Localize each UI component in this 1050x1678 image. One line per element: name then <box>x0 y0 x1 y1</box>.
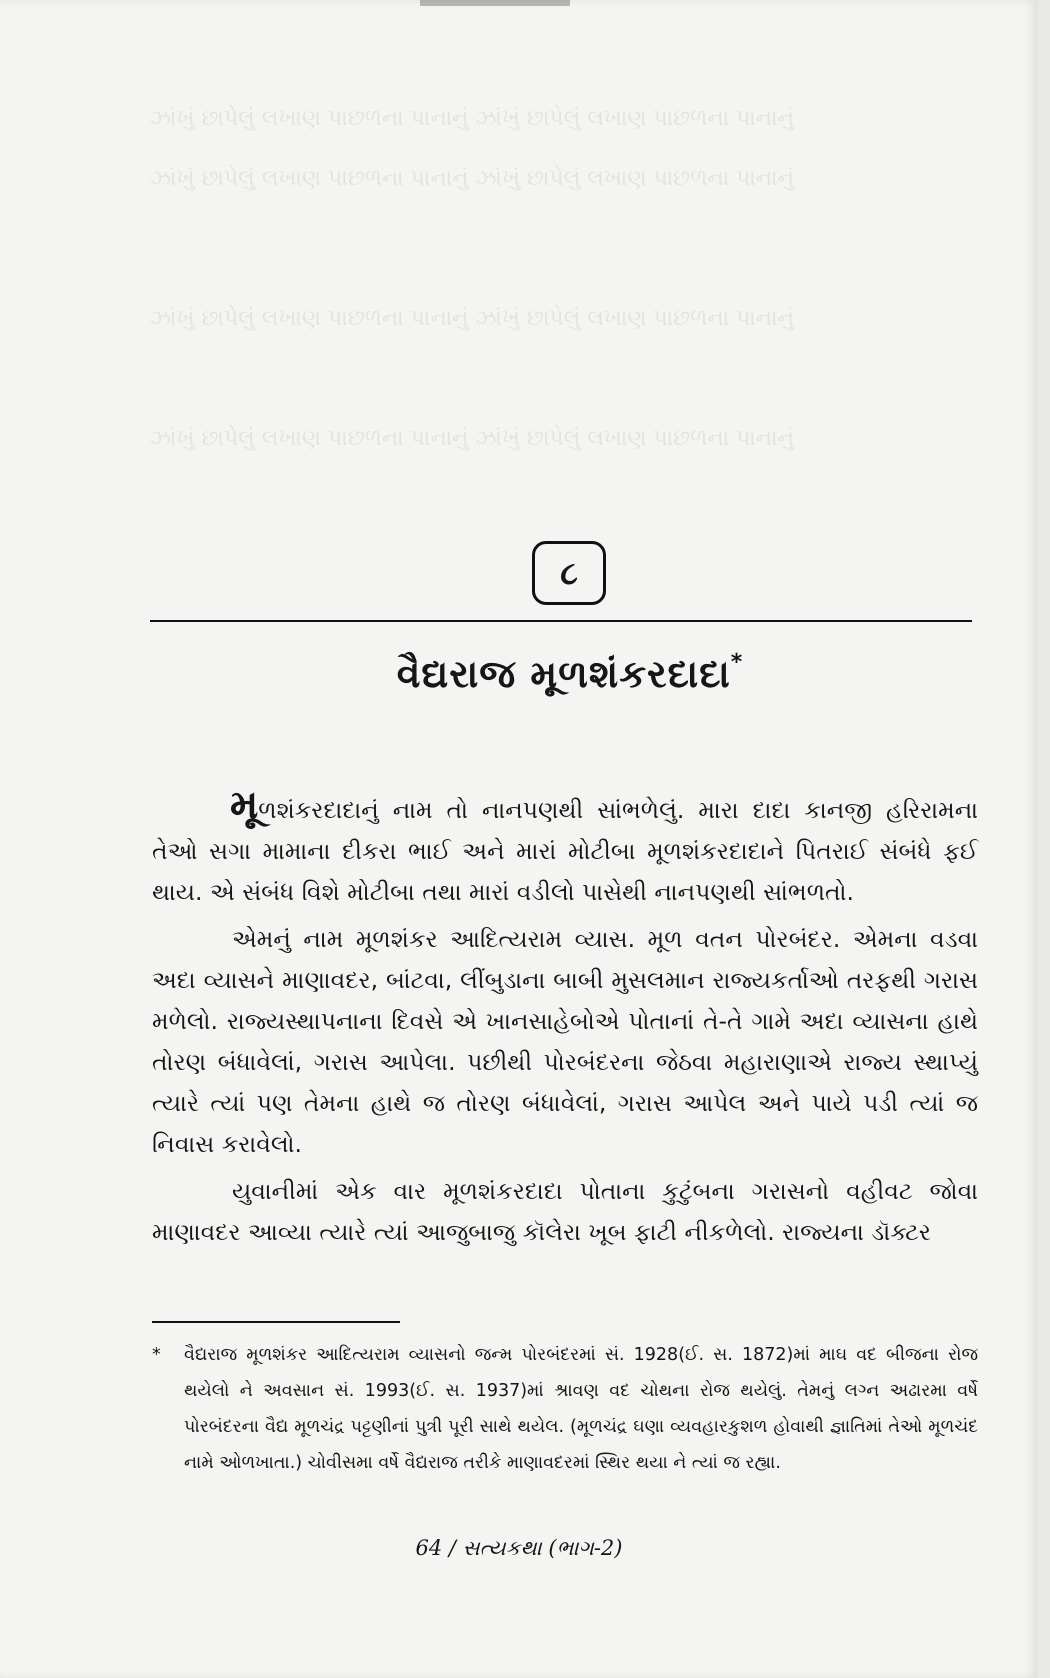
body-text <box>152 782 978 1259</box>
chapter-number: ૮ <box>560 553 578 592</box>
chapter-rule <box>150 620 972 622</box>
scan-edge-mark <box>420 0 570 6</box>
footnote-rule <box>152 1321 400 1323</box>
footnote-marker: * <box>730 650 744 675</box>
footnote-text: વૈદ્યરાજ મૂળશંકર આદિત્યરામ વ્યાસનો જન્મ પોરબંદરમાં સં. 1928(ઈ. સ. 1872)માં માઘ વદ બીજના રોજ થયેલો ને અવસાન સં. 1993(ઈ. સ. 1937)માં શ્રાવણ વદ ચોથના રોજ થયેલું. તેમનું લગ્ન અઢારમા વર્ષે પોરબંદરના વૈદ્ય મૂળચંદ્ર પટ્ટણીનાં પુત્રી પૂરી સાથે થયેલ. (મૂળચંદ્ર ઘણા વ્યવહારકુશળ હોવાથી જ્ઞાતિમાં તેઓ મૂળચંદ નામે ઓળખાતા.) ચોવીસમા વર્ષે વૈદ્યરાજ તરીકે માણાવદરમાં સ્થિર થયા ને ત્યાં જ રહ્યા. <box>184 1345 978 1473</box>
drop-cap: મૂ <box>230 782 259 828</box>
footnote-star: * <box>152 1345 161 1365</box>
chapter-title-text: વૈદ્યરાજ મૂળશંકરદાદા <box>396 652 731 696</box>
footnote <box>152 1337 978 1481</box>
bleed-through-text: ઝાંખું છાપેલું લખાણ પાછળના પાનાનું ઝાંખું છાપેલું લખાણ પાછળના પાનાનું <box>150 106 794 131</box>
paragraph: યુવાનીમાં એક વાર મૂળશંકરદાદા પોતાના કુટુંબના ગરાસનો વહીવટ જોવા માણાવદર આવ્યા ત્યારે ત્યાં આજુબાજુ કૉલેરા ખૂબ ફાટી નીકળેલો. રાજ્યના ડૉક્ટર <box>152 1177 978 1246</box>
paragraph: એમનું નામ મૂળશંકર આદિત્યરામ વ્યાસ. મૂળ વતન પોરબંદર. એમના વડવા અદા વ્યાસને માણાવદર, બાંટવા, લીંબુડાના બાબી મુસલમાન રાજ્યકર્તાઓ તરફથી ગરાસ મળેલો. રાજ્યસ્થાપનાના દિવસે એ ખાનસાહેબોએ પોતાનાં તે-તે ગામે અદા વ્યાસના હાથે તોરણ બંધાવેલાં, ગરાસ આપેલા. પછીથી પોરબંદરના જેઠવા મહારાણાએ રાજ્ય સ્થાપ્યું ત્યારે ત્યાં પણ તેમના હાથે જ તોરણ બંધાવેલાં, ગરાસ આપેલ અને પાયે પડી ત્યાં જ નિવાસ કરાવેલો. <box>152 925 978 1158</box>
paragraph <box>152 782 978 913</box>
page-folio: 64 / સત્યકથા (ભાગ-2) <box>415 1536 623 1560</box>
bleed-through-text: ઝાંખું છાપેલું લખાણ પાછળના પાનાનું ઝાંખું છાપેલું લખાણ પાછળના પાનાનું <box>150 426 794 451</box>
chapter-title <box>200 650 940 697</box>
chapter-number-box <box>532 541 606 605</box>
paragraph-text: ળશંકરદાદાનું નામ તો નાનપણથી સાંભળેલું. મારા દાદા કાનજી હરિરામના તેઓ સગા મામાના દીકરા ભાઈ અને મારાં મોટીબા મૂળશંકરદાદાને પિતરાઈ સંબંધે ફઈ થાય. એ સંબંધ વિશે મોટીબા તથા મારાં વડીલો પાસેથી નાનપણથી સાંભળતો. <box>152 796 978 906</box>
bleed-through-text: ઝાંખું છાપેલું લખાણ પાછળના પાનાનું ઝાંખું છાપેલું લખાણ પાછળના પાનાનું <box>150 306 794 331</box>
bleed-through-text: ઝાંખું છાપેલું લખાણ પાછળના પાનાનું ઝાંખું છાપેલું લખાણ પાછળના પાનાનું <box>150 166 794 191</box>
